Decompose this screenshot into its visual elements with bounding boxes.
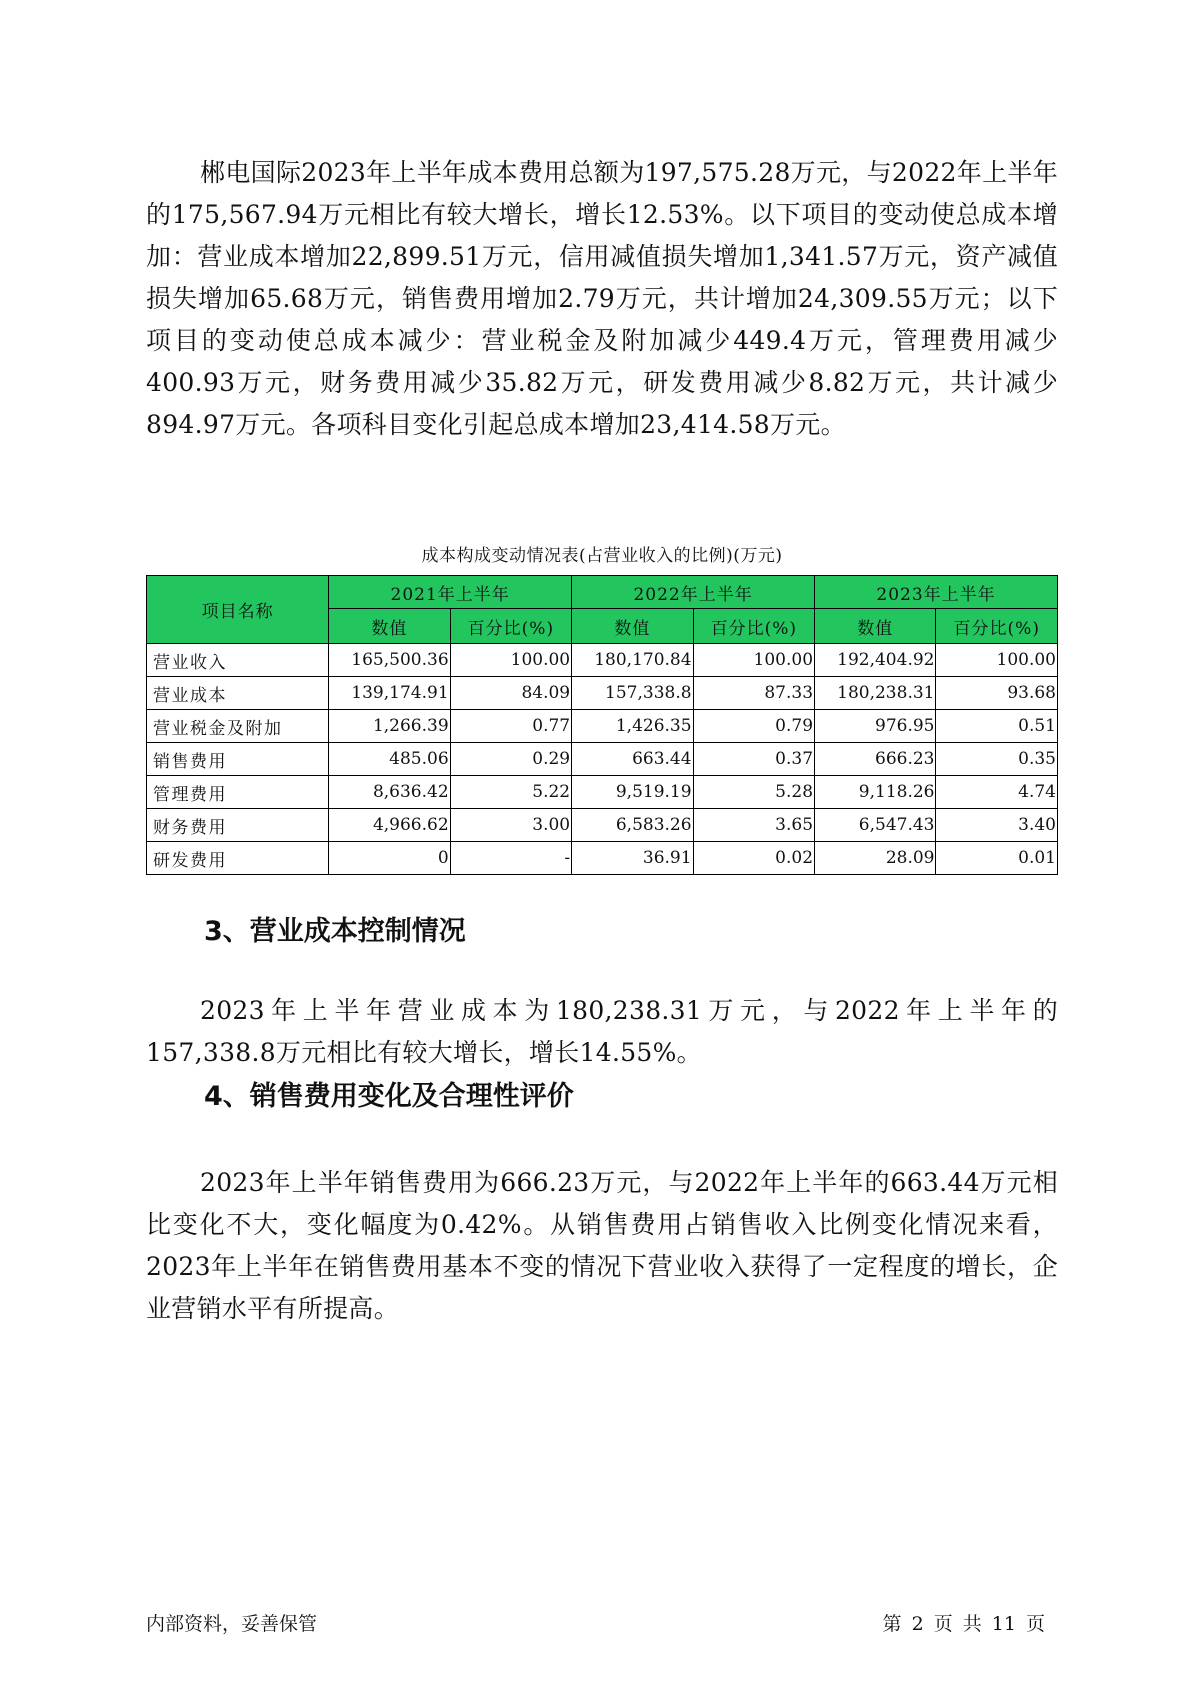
table-cell: 0.77 bbox=[450, 710, 571, 743]
table-cell: 3.40 bbox=[936, 809, 1058, 842]
footer-confidential-note: 内部资料，妥善保管 bbox=[146, 1613, 318, 1635]
row-name: 营业收入 bbox=[147, 644, 329, 677]
value-header: 数值 bbox=[572, 609, 693, 644]
table-row bbox=[147, 710, 1058, 743]
paragraph-cost-summary: 郴电国际2023年上半年成本费用总额为197,575.28万元，与2022年上半年的175,567.94万元相比有较大增长，增长12.53%。以下项目的变动使总成本增加：营业成本增加22,899.51万元，信用减值损失增加1,341.57万元，资产减值损失增加65.68万元，销售费用增加2.79万元，共计增加24,309.55万元；以下项目的变动使总成本减少：营业税金及附加减少449.4万元，管理费用减少400.93万元，财务费用减少35.82万元，研发费用减少8.82万元，共计减少894.97万元。各项科目变化引起总成本增加23,414.58万元。 bbox=[146, 158, 1058, 439]
table-caption: 成本构成变动情况表(占营业收入的比例)(万元) bbox=[421, 546, 783, 566]
paragraph-sales-expense: 2023年上半年销售费用为666.23万元，与2022年上半年的663.44万元相比变化不大，变化幅度为0.42%。从销售费用占销售收入比例变化情况来看，2023年上半年在销售费用基本不变的情况下营业收入获得了一定程度的增长，企业营销水平有所提高。 bbox=[146, 1168, 1058, 1323]
table-row bbox=[147, 776, 1058, 809]
value-header: 数值 bbox=[329, 609, 450, 644]
paragraph-operating-cost: 2023年上半年营业成本为180,238.31万元，与2022年上半年的157,338.8万元相比有较大增长，增长14.55%。 bbox=[146, 996, 1058, 1067]
table-row bbox=[147, 644, 1058, 677]
table-row bbox=[147, 842, 1058, 875]
table-cell: 93.68 bbox=[936, 677, 1058, 710]
row-name: 营业成本 bbox=[147, 677, 329, 710]
table-cell: - bbox=[450, 842, 571, 875]
table-cell: 180,170.84 bbox=[572, 644, 693, 677]
table-cell: 5.28 bbox=[693, 776, 814, 809]
table-cell: 976.95 bbox=[815, 710, 936, 743]
table-cell: 8,636.42 bbox=[329, 776, 450, 809]
value-header: 数值 bbox=[815, 609, 936, 644]
table-cell: 139,174.91 bbox=[329, 677, 450, 710]
table-cell: 3.00 bbox=[450, 809, 571, 842]
table-cell: 0.01 bbox=[936, 842, 1058, 875]
section-heading-operating-cost: 3、营业成本控制情况 bbox=[204, 916, 466, 947]
period-header-2021: 2021年上半年 bbox=[329, 576, 572, 609]
table-cell: 0.35 bbox=[936, 743, 1058, 776]
table-row bbox=[147, 677, 1058, 710]
table-cell: 485.06 bbox=[329, 743, 450, 776]
percent-header: 百分比(%) bbox=[936, 609, 1058, 644]
table-cell: 666.23 bbox=[815, 743, 936, 776]
row-name: 营业税金及附加 bbox=[147, 710, 329, 743]
period-header-2023: 2023年上半年 bbox=[815, 576, 1058, 609]
table-cell: 6,583.26 bbox=[572, 809, 693, 842]
table-cell: 9,519.19 bbox=[572, 776, 693, 809]
table-cell: 192,404.92 bbox=[815, 644, 936, 677]
percent-header: 百分比(%) bbox=[450, 609, 571, 644]
section-heading-sales-expense: 4、销售费用变化及合理性评价 bbox=[204, 1081, 574, 1112]
row-name: 研发费用 bbox=[147, 842, 329, 875]
cost-structure-table bbox=[146, 575, 1058, 875]
row-name: 财务费用 bbox=[147, 809, 329, 842]
table-cell: 84.09 bbox=[450, 677, 571, 710]
period-header-2022: 2022年上半年 bbox=[572, 576, 815, 609]
table-cell: 180,238.31 bbox=[815, 677, 936, 710]
row-name: 销售费用 bbox=[147, 743, 329, 776]
table-cell: 4,966.62 bbox=[329, 809, 450, 842]
table-cell: 36.91 bbox=[572, 842, 693, 875]
table-cell: 87.33 bbox=[693, 677, 814, 710]
table-cell: 5.22 bbox=[450, 776, 571, 809]
table-cell: 9,118.26 bbox=[815, 776, 936, 809]
footer-page-number: 第 2 页 共 11 页 bbox=[882, 1613, 1045, 1635]
table-header-row bbox=[147, 576, 1058, 609]
table-cell: 1,426.35 bbox=[572, 710, 693, 743]
table-cell: 0.51 bbox=[936, 710, 1058, 743]
table-cell: 1,266.39 bbox=[329, 710, 450, 743]
table-cell: 100.00 bbox=[693, 644, 814, 677]
table-cell: 0.79 bbox=[693, 710, 814, 743]
table-cell: 4.74 bbox=[936, 776, 1058, 809]
table-row bbox=[147, 743, 1058, 776]
table-cell: 100.00 bbox=[450, 644, 571, 677]
table-cell: 28.09 bbox=[815, 842, 936, 875]
item-name-header: 项目名称 bbox=[147, 576, 329, 644]
table-cell: 0 bbox=[329, 842, 450, 875]
table-cell: 3.65 bbox=[693, 809, 814, 842]
table-cell: 157,338.8 bbox=[572, 677, 693, 710]
table-cell: 663.44 bbox=[572, 743, 693, 776]
table-cell: 165,500.36 bbox=[329, 644, 450, 677]
table-cell: 0.37 bbox=[693, 743, 814, 776]
table-cell: 100.00 bbox=[936, 644, 1058, 677]
table-cell: 6,547.43 bbox=[815, 809, 936, 842]
table-row bbox=[147, 809, 1058, 842]
row-name: 管理费用 bbox=[147, 776, 329, 809]
percent-header: 百分比(%) bbox=[693, 609, 814, 644]
table-cell: 0.02 bbox=[693, 842, 814, 875]
table-cell: 0.29 bbox=[450, 743, 571, 776]
